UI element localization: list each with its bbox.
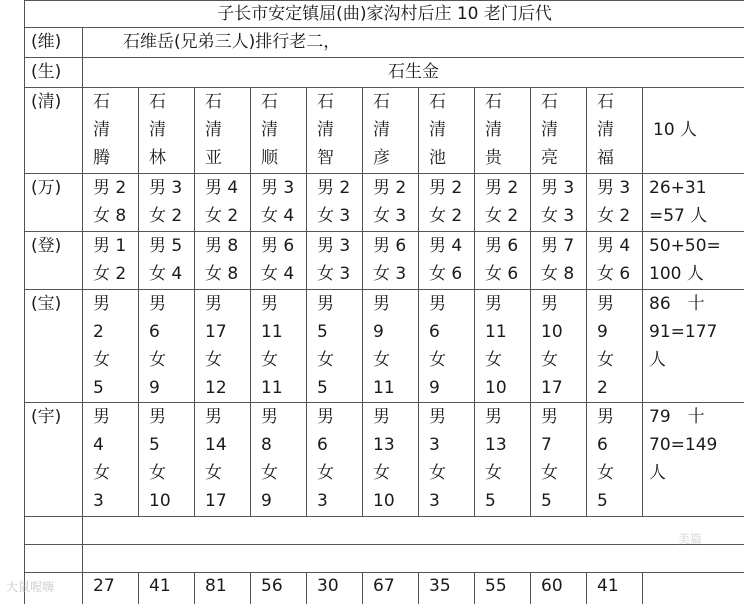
total-cell: 60 <box>531 573 587 604</box>
person-cell: 男 2 女 8 <box>83 174 139 232</box>
generation-count: 86 十 91=177 人 <box>643 290 745 403</box>
person-cell: 男 7 女 8 <box>531 232 587 290</box>
generation-count: 10 人 <box>643 88 745 174</box>
empty-row <box>83 545 745 573</box>
empty-cell <box>25 517 83 545</box>
generation-count: 26+31 =57 人 <box>643 174 745 232</box>
person-cell: 男 9 女 11 <box>363 290 419 403</box>
generation-row <box>25 174 745 232</box>
person-cell: 男 6 女 3 <box>307 403 363 517</box>
person-cell: 男 8 女 9 <box>251 403 307 517</box>
generation-label: (万) <box>25 174 83 232</box>
person-cell: 石 清 池 <box>419 88 475 174</box>
person-cell: 石 清 智 <box>307 88 363 174</box>
generation-label: (宝) <box>25 290 83 403</box>
person-cell: 石 清 顺 <box>251 88 307 174</box>
person-cell: 男 6 女 6 <box>475 232 531 290</box>
wei-text: 石维岳(兄弟三人)排行老二， <box>83 28 745 58</box>
person-cell: 男 6 女 5 <box>587 403 643 517</box>
person-cell: 男 1 女 2 <box>83 232 139 290</box>
total-cell: 56 <box>251 573 307 604</box>
generation-row <box>25 403 745 517</box>
person-cell: 男 6 女 3 <box>363 232 419 290</box>
watermark-left: 大鼠喔嗨 <box>6 580 55 594</box>
generation-label-sheng: (生) <box>25 58 83 88</box>
person-cell: 男 17 女 12 <box>195 290 251 403</box>
watermark-right: 美篇 <box>678 532 703 546</box>
person-cell: 男 2 女 2 <box>475 174 531 232</box>
person-cell: 石 清 林 <box>139 88 195 174</box>
person-cell: 男 14 女 17 <box>195 403 251 517</box>
person-cell: 男 6 女 9 <box>139 290 195 403</box>
person-cell: 男 3 女 3 <box>307 232 363 290</box>
total-cell: 41 <box>587 573 643 604</box>
person-cell: 男 5 女 5 <box>307 290 363 403</box>
person-cell: 男 11 女 10 <box>475 290 531 403</box>
person-cell: 男 11 女 11 <box>251 290 307 403</box>
person-cell: 男 3 女 3 <box>531 174 587 232</box>
total-cell: 81 <box>195 573 251 604</box>
person-cell: 男 4 女 6 <box>587 232 643 290</box>
person-cell: 男 2 女 2 <box>419 174 475 232</box>
person-cell: 石 清 贵 <box>475 88 531 174</box>
empty-cell <box>643 573 745 604</box>
person-cell: 男 6 女 4 <box>251 232 307 290</box>
table-title: 子长市安定镇屈(曲)家沟村后庄 10 老门后代 <box>25 1 745 28</box>
generation-count: 79 十 70=149 人 <box>643 403 745 517</box>
person-cell: 男 4 女 3 <box>83 403 139 517</box>
genealogy-frame <box>24 0 744 604</box>
person-cell: 男 3 女 2 <box>587 174 643 232</box>
totals-row <box>25 573 745 604</box>
person-cell: 石 清 福 <box>587 88 643 174</box>
person-cell: 石 清 亚 <box>195 88 251 174</box>
person-cell: 男 4 女 2 <box>195 174 251 232</box>
generation-count: 50+50= 100 人 <box>643 232 745 290</box>
generation-row <box>25 290 745 403</box>
person-cell: 男 9 女 2 <box>587 290 643 403</box>
empty-row <box>83 517 745 545</box>
person-cell: 男 2 女 3 <box>307 174 363 232</box>
generation-row <box>25 232 745 290</box>
generation-label: (清) <box>25 88 83 174</box>
total-cell: 41 <box>139 573 195 604</box>
person-cell: 男 3 女 2 <box>139 174 195 232</box>
person-cell: 男 5 女 4 <box>139 232 195 290</box>
person-cell: 男 8 女 8 <box>195 232 251 290</box>
person-cell: 石 清 彦 <box>363 88 419 174</box>
total-cell: 30 <box>307 573 363 604</box>
person-cell: 男 3 女 3 <box>419 403 475 517</box>
generation-label-wei: (维) <box>25 28 83 58</box>
person-cell: 石 清 亮 <box>531 88 587 174</box>
person-cell: 男 4 女 6 <box>419 232 475 290</box>
empty-cell <box>25 545 83 573</box>
person-cell: 男 2 女 5 <box>83 290 139 403</box>
person-cell: 石 清 腾 <box>83 88 139 174</box>
total-cell: 55 <box>475 573 531 604</box>
person-cell: 男 6 女 9 <box>419 290 475 403</box>
total-cell: 35 <box>419 573 475 604</box>
total-cell: 27 <box>83 573 139 604</box>
generation-row <box>25 88 745 174</box>
total-cell: 67 <box>363 573 419 604</box>
person-cell: 男 7 女 5 <box>531 403 587 517</box>
person-cell: 男 5 女 10 <box>139 403 195 517</box>
person-cell: 男 13 女 10 <box>363 403 419 517</box>
generation-label: (登) <box>25 232 83 290</box>
genealogy-table <box>24 0 744 604</box>
person-cell: 男 3 女 4 <box>251 174 307 232</box>
person-cell: 男 2 女 3 <box>363 174 419 232</box>
person-cell: 男 10 女 17 <box>531 290 587 403</box>
person-cell: 男 13 女 5 <box>475 403 531 517</box>
generation-label: (宇) <box>25 403 83 517</box>
sheng-text: 石生金 <box>83 58 745 88</box>
